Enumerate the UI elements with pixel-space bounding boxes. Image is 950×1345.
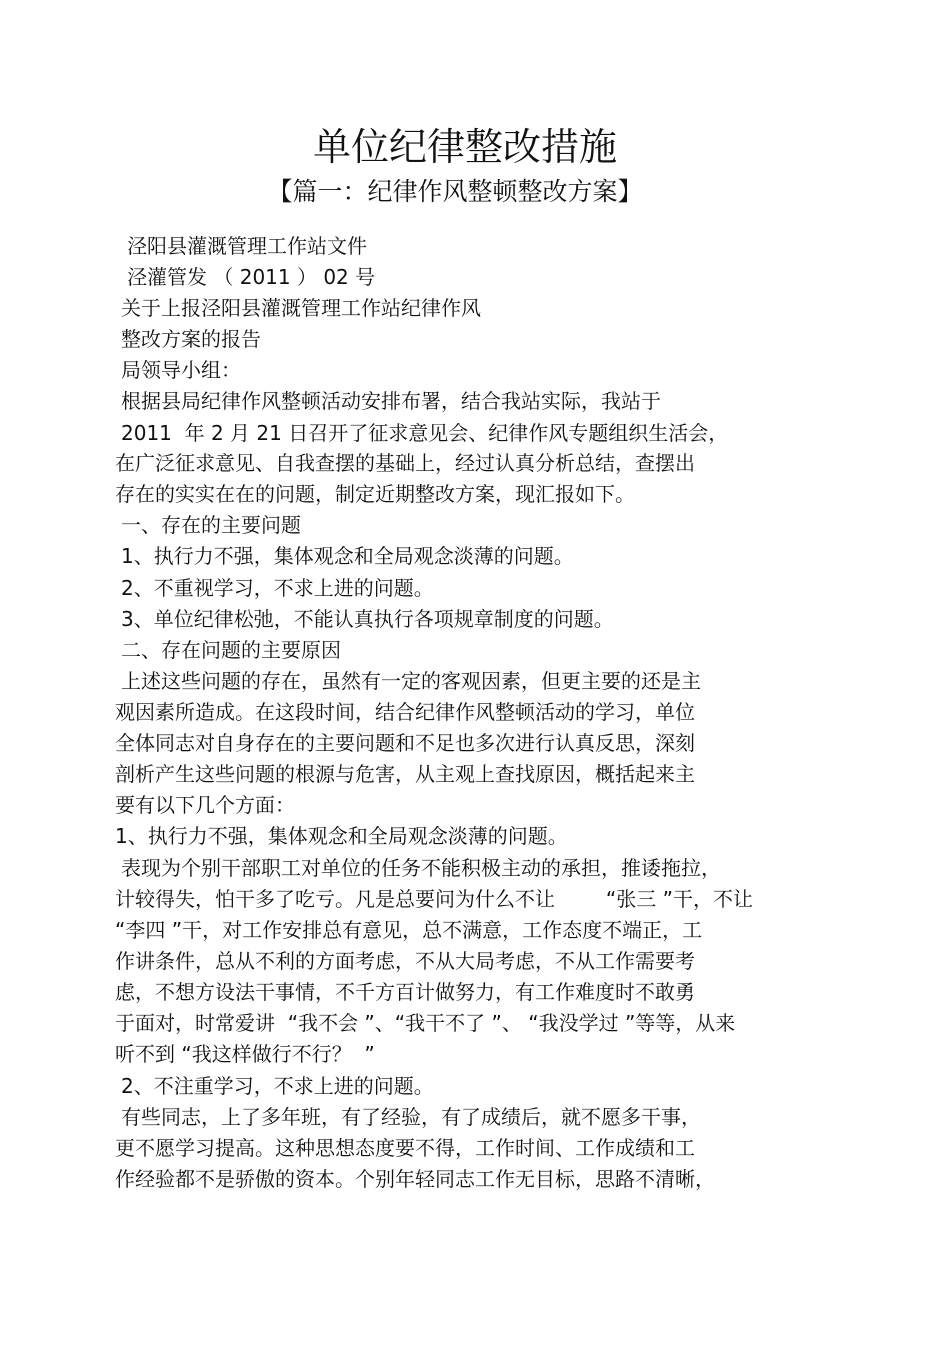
section-heading: 二、存在问题的主要原因 bbox=[121, 638, 341, 662]
body-line: 整改方案的报告 bbox=[121, 327, 261, 351]
document-title: 单位纪律整改措施 bbox=[312, 125, 617, 169]
body-line: 剖析产生这些问题的根源与危害，从主观上查找原因，概括起来主 bbox=[115, 762, 695, 786]
document-subtitle: 【篇一：纪律作风整顿整改方案】 bbox=[267, 177, 643, 206]
body-line: 存在的实实在在的问题，制定近期整改方案，现汇报如下。 bbox=[115, 482, 635, 506]
body-line: 泾灌管发 （ 2011 ） 02 号 bbox=[127, 265, 376, 289]
body-line: 有些同志，上了多年班，有了经验，有了成绩后，就不愿多干事， bbox=[121, 1105, 701, 1129]
body-line: 虑，不想方设法干事情，不千方百计做努力，有工作难度时不敢勇 bbox=[115, 980, 695, 1004]
body-line: 要有以下几个方面： bbox=[115, 793, 295, 817]
body-line: 于面对，时常爱讲 “我不会 ”、“我干不了 ”、 “我没学过 ”等等，从来 bbox=[115, 1011, 736, 1035]
body-line: 3、单位纪律松弛，不能认真执行各项规章制度的问题。 bbox=[121, 607, 614, 631]
section-heading: 一、存在的主要问题 bbox=[121, 513, 301, 537]
body-line: 2、不重视学习，不求上进的问题。 bbox=[121, 576, 434, 600]
body-line: 2、不注重学习，不求上进的问题。 bbox=[121, 1074, 434, 1098]
body-line: 关于上报泾阳县灌溉管理工作站纪律作风 bbox=[121, 296, 481, 320]
body-line: 计较得失，怕干多了吃亏。凡是总要问为什么不让 “张三 ”干，不让 bbox=[115, 887, 753, 911]
body-line: 1、执行力不强，集体观念和全局观念淡薄的问题。 bbox=[121, 544, 574, 568]
body-line: 观因素所造成。在这段时间，结合纪律作风整顿活动的学习，单位 bbox=[115, 700, 695, 724]
body-line: 泾阳县灌溉管理工作站文件 bbox=[127, 234, 367, 258]
body-line: 根据县局纪律作风整顿活动安排布署，结合我站实际，我站于 bbox=[121, 389, 661, 413]
body-line: 作讲条件，总从不利的方面考虑，不从大局考虑，不从工作需要考 bbox=[115, 949, 695, 973]
body-line: 听不到 “我这样做行不行？ ” bbox=[115, 1042, 375, 1066]
body-line: 上述这些问题的存在，虽然有一定的客观因素，但更主要的还是主 bbox=[121, 669, 701, 693]
body-line: “李四 ”干，对工作安排总有意见，总不满意，工作态度不端正，工 bbox=[115, 918, 703, 942]
body-line: 1、执行力不强，集体观念和全局观念淡薄的问题。 bbox=[115, 824, 568, 848]
body-line: 在广泛征求意见、自我查摆的基础上，经过认真分析总结，查摆出 bbox=[115, 451, 695, 475]
body-line: 更不愿学习提高。这种思想态度要不得，工作时间、工作成绩和工 bbox=[115, 1136, 695, 1160]
body-line: 作经验都不是骄傲的资本。个别年轻同志工作无目标，思路不清晰， bbox=[115, 1167, 715, 1191]
body-line: 表现为个别干部职工对单位的任务不能积极主动的承担，推诿拖拉， bbox=[121, 856, 721, 880]
body-line: 2011 年 2 月 21 日召开了征求意见会、纪律作风专题组织生活会， bbox=[121, 421, 729, 445]
body-line: 局领导小组： bbox=[121, 358, 241, 382]
body-line: 全体同志对自身存在的主要问题和不足也多次进行认真反思，深刻 bbox=[115, 731, 695, 755]
